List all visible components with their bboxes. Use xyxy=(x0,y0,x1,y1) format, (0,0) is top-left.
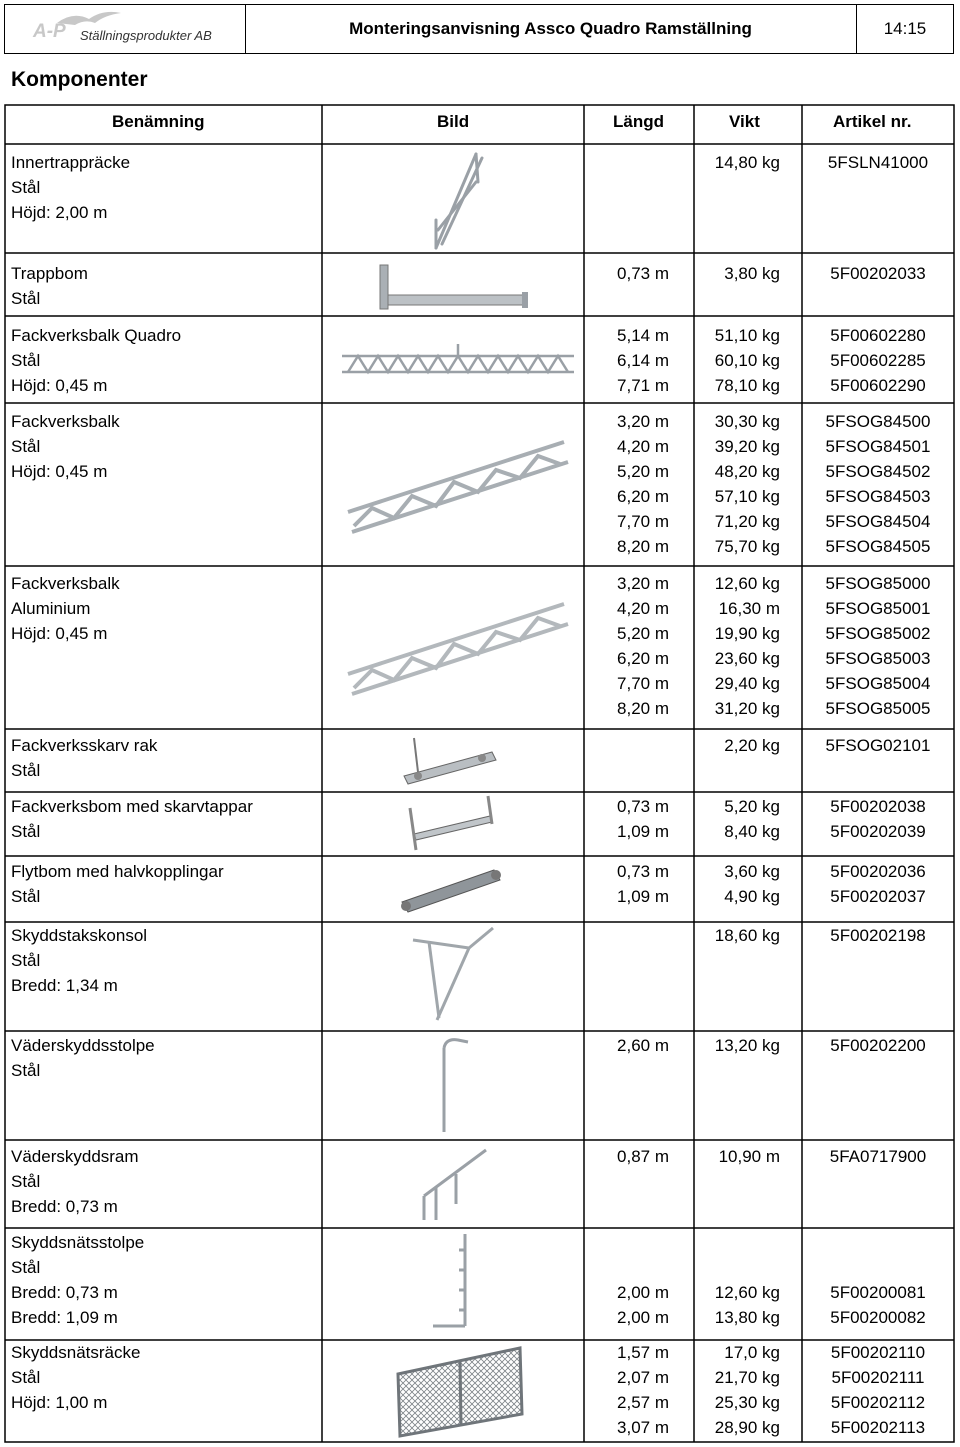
row-name: Väderskyddsstolpe Stål xyxy=(11,1036,155,1080)
row-article: 5F00202200 xyxy=(830,1036,926,1055)
company-logo xyxy=(5,5,246,53)
truss-beam-aluminium-image xyxy=(342,594,572,704)
document-title: Monteringsanvisning Assco Quadro Ramställning xyxy=(245,5,857,53)
row-weight: 18,60 kg xyxy=(714,926,780,945)
row-length: 2,00 m 2,00 m xyxy=(617,1283,669,1327)
truss-ledger-spigot-image xyxy=(404,794,504,854)
weather-protection-frame-image xyxy=(416,1144,496,1224)
row-weight: 30,30 kg 39,20 kg 48,20 kg 57,10 kg 71,20 kg 75,70 kg xyxy=(714,412,780,556)
safety-net-railing-image xyxy=(394,1344,526,1440)
row-length: 0,73 m 1,09 m xyxy=(617,797,669,841)
truss-beam-steel-image xyxy=(342,432,572,542)
column-header-image: Bild xyxy=(437,112,470,131)
truss-splice-image xyxy=(396,736,506,788)
row-length: 5,14 m 6,14 m 7,71 m xyxy=(617,326,669,395)
row-weight: 3,80 kg xyxy=(724,264,780,283)
row-weight: 51,10 kg 60,10 kg 78,10 kg xyxy=(714,326,780,395)
row-name: Fackverksskarv rak Stål xyxy=(11,736,158,780)
row-article: 5FSOG84500 5FSOG84501 5FSOG84502 5FSOG84503 5FSOG84504 5FSOG84505 xyxy=(825,412,931,556)
page-header xyxy=(4,4,954,54)
row-length: 0,73 m xyxy=(617,264,669,283)
components-table xyxy=(4,104,955,1443)
row-weight: 17,0 kg 21,70 kg 25,30 kg 28,90 kg xyxy=(714,1343,780,1437)
row-length: 3,20 m 4,20 m 5,20 m 6,20 m 7,70 m 8,20 m xyxy=(617,412,669,556)
row-weight: 2,20 kg xyxy=(724,736,780,755)
row-article: 5F00202110 5F00202111 5F00202112 5F00202113 xyxy=(830,1343,926,1437)
row-article: 5F00602280 5F00602285 5F00602290 xyxy=(830,326,926,395)
row-article: 5F00202038 5F00202039 xyxy=(830,797,926,841)
weather-protection-post-image xyxy=(436,1034,476,1134)
truss-beam-quadro-image xyxy=(338,340,578,390)
row-article: 5FSLN41000 xyxy=(827,153,929,172)
row-weight: 13,20 kg xyxy=(714,1036,780,1055)
row-name: Skyddstakskonsol Stål Bredd: 1,34 m xyxy=(11,926,148,995)
row-weight: 10,90 m xyxy=(718,1147,780,1166)
page-number: 14:15 xyxy=(883,19,927,38)
row-length: 0,73 m 1,09 m xyxy=(617,862,669,906)
column-header-article: Artikel nr. xyxy=(833,112,912,131)
protective-roof-bracket-image xyxy=(409,926,499,1026)
company-name: Ställningsprodukter AB xyxy=(80,28,212,43)
row-name: Väderskyddsram Stål Bredd: 0,73 m xyxy=(11,1147,139,1216)
row-article: 5F00202033 xyxy=(830,264,926,283)
row-name: Skyddsnätsräcke Stål Höjd: 1,00 m xyxy=(11,1343,141,1412)
row-length: 3,20 m 4,20 m 5,20 m 6,20 m 7,70 m 8,20 m xyxy=(617,574,669,718)
row-name: Fackverksbalk Aluminium Höjd: 0,45 m xyxy=(11,574,120,643)
row-article: 5F00200081 5F00200082 xyxy=(830,1283,926,1327)
safety-net-post-image xyxy=(429,1230,489,1334)
row-name: Fackverksbalk Quadro Stål Höjd: 0,45 m xyxy=(11,326,182,395)
column-header-length: Längd xyxy=(613,112,664,131)
row-weight: 14,80 kg xyxy=(714,153,780,172)
row-length: 2,60 m xyxy=(617,1036,669,1055)
row-name: Trappbom Stål xyxy=(11,264,88,308)
row-name: Innertrappräcke Stål Höjd: 2,00 m xyxy=(11,153,131,222)
row-name: Flytbom med halvkopplingar Stål xyxy=(11,862,224,906)
floating-ledger-image xyxy=(396,862,506,914)
row-article: 5F00202036 5F00202037 xyxy=(830,862,926,906)
section-title: Komponenter xyxy=(11,68,148,91)
inner-stair-railing-image xyxy=(424,148,494,253)
row-length: 0,87 m xyxy=(617,1147,669,1166)
row-weight: 12,60 kg 13,80 kg xyxy=(714,1283,780,1327)
column-header-name: Benämning xyxy=(112,112,205,131)
row-name: Skyddsnätsstolpe Stål Bredd: 0,73 m Bredd: 1,09 m xyxy=(11,1233,145,1327)
row-weight: 5,20 kg 8,40 kg xyxy=(724,797,780,841)
row-name: Fackverksbom med skarvtappar Stål xyxy=(11,797,253,841)
logo-letters: A-P xyxy=(33,21,66,42)
row-weight: 3,60 kg 4,90 kg xyxy=(724,862,780,906)
stair-beam-image xyxy=(374,262,534,312)
column-header-weight: Vikt xyxy=(729,112,760,131)
row-weight: 12,60 kg 16,30 m 19,90 kg 23,60 kg 29,40 kg 31,20 kg xyxy=(714,574,780,718)
row-article: 5FSOG85000 5FSOG85001 5FSOG85002 5FSOG85003 5FSOG85004 5FSOG85005 xyxy=(825,574,931,718)
row-length: 1,57 m 2,07 m 2,57 m 3,07 m xyxy=(617,1343,669,1437)
row-article: 5FA0717900 xyxy=(829,1147,927,1166)
row-article: 5FSOG02101 xyxy=(825,736,931,755)
row-article: 5F00202198 xyxy=(830,926,926,945)
row-name: Fackverksbalk Stål Höjd: 0,45 m xyxy=(11,412,120,481)
